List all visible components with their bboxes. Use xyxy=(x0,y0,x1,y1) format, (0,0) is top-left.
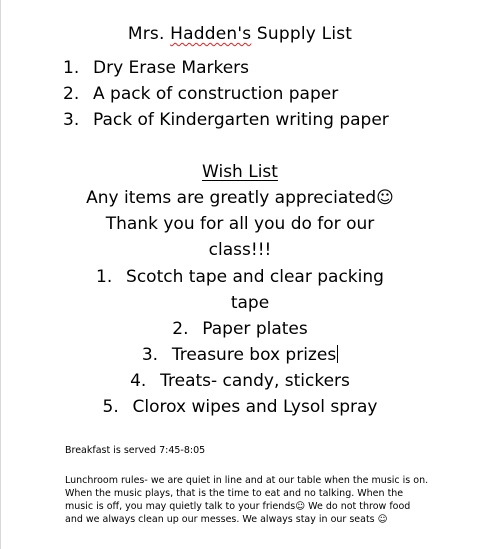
title-name-spellcheck: Hadden's xyxy=(170,24,252,44)
wish-item-number: 3. xyxy=(141,345,159,365)
wish-intro-line: Any items are greatly appreciated☺ xyxy=(86,188,394,208)
wish-item-number: 1. xyxy=(96,267,113,287)
wish-item-text: Treasure box prizes xyxy=(171,345,337,365)
lunchroom-rules-line: music is off, you may quietly talk to your friends☺ We do not throw food xyxy=(65,501,411,512)
wish-item xyxy=(1,267,478,287)
supply-item-number: 1. xyxy=(63,58,80,78)
supply-item xyxy=(63,84,463,110)
wish-item-number: 4. xyxy=(130,371,147,391)
title-suffix: Supply List xyxy=(251,24,353,44)
supply-item-text: Dry Erase Markers xyxy=(93,58,250,78)
wish-item-text: Paper plates xyxy=(202,319,308,339)
lunchroom-rules-line: When the music plays, that is the time to eat and no talking. When the xyxy=(65,488,404,499)
page-title xyxy=(1,24,478,44)
lunchroom-rules-line: Lunchroom rules- we are quiet in line and at our table when the music is on. xyxy=(65,475,429,486)
wish-item-text: Scotch tape and clear packing xyxy=(126,267,384,287)
supply-item xyxy=(63,110,463,136)
wish-item xyxy=(1,371,478,391)
lunchroom-rules xyxy=(65,474,465,526)
wish-item-number: 5. xyxy=(102,397,119,417)
supply-list xyxy=(63,58,463,136)
supply-item xyxy=(63,58,463,84)
supply-item-text: A pack of construction paper xyxy=(93,84,339,104)
wish-intro-line: class!!! xyxy=(208,240,272,260)
wish-item-text: Treats- candy, stickers xyxy=(160,371,350,391)
wish-item-text: Clorox wipes and Lysol spray xyxy=(132,397,378,417)
wish-intro-line: Thank you for all you do for our xyxy=(105,214,375,234)
wish-list-heading-text: Wish List xyxy=(202,162,278,182)
wish-item xyxy=(1,319,478,339)
title-prefix: Mrs. xyxy=(127,24,171,44)
wish-item-continuation: tape xyxy=(230,293,270,313)
breakfast-note: Breakfast is served 7:45-8:05 xyxy=(65,445,206,456)
wish-item xyxy=(1,345,478,365)
supply-item-number: 3. xyxy=(63,110,80,130)
wish-item xyxy=(1,397,478,417)
lunchroom-rules-line: and we always clean up our messes. We always stay in our seats ☺ xyxy=(65,514,388,525)
supply-item-text: Pack of Kindergarten writing paper xyxy=(93,110,389,130)
supply-item-number: 2. xyxy=(63,84,80,104)
wish-list-heading xyxy=(1,162,478,182)
wish-item-number: 2. xyxy=(172,319,189,339)
text-cursor xyxy=(337,345,338,363)
